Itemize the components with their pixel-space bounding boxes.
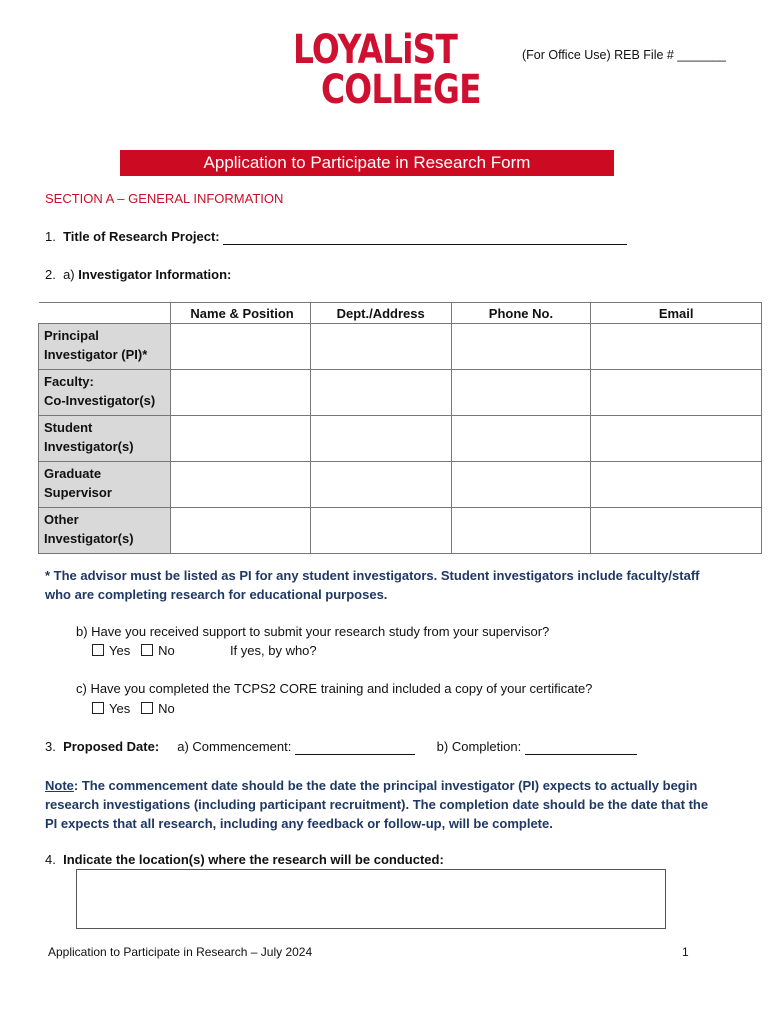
- location-input-box[interactable]: [76, 869, 666, 929]
- table-row: [39, 508, 762, 554]
- column-header: Dept./Address: [310, 303, 451, 324]
- table-cell[interactable]: [591, 370, 762, 416]
- question-number: 2.: [45, 267, 56, 282]
- table-row: [39, 324, 762, 370]
- section-a-heading: SECTION A – GENERAL INFORMATION: [45, 191, 284, 206]
- question-number: 4.: [45, 852, 56, 867]
- proposed-date-label: Proposed Date:: [63, 739, 160, 754]
- advisor-note: * The advisor must be listed as PI for any student investigators. Student investigators include faculty/staff who are completing research for educational purposes.: [45, 568, 700, 602]
- form-title: Application to Participate in Research Form: [120, 150, 614, 176]
- commencement-date-field[interactable]: [295, 739, 415, 755]
- table-cell[interactable]: [451, 508, 591, 554]
- row-label-student: Student Investigator(s): [39, 416, 171, 462]
- page-number: 1: [682, 945, 689, 959]
- if-yes-label: If yes, by who?: [229, 643, 317, 658]
- table-cell[interactable]: [591, 508, 762, 554]
- table-cell[interactable]: [451, 324, 591, 370]
- question-2a: [45, 267, 231, 282]
- table-row: [39, 370, 762, 416]
- question-3: [45, 739, 637, 755]
- logo-line-1: LOYALiST: [293, 27, 458, 73]
- footer-text: Application to Participate in Research – July 2024: [48, 945, 313, 959]
- table-cell[interactable]: [170, 416, 310, 462]
- table-cell[interactable]: [170, 370, 310, 416]
- question-4: [45, 852, 444, 867]
- question-number: 3.: [45, 739, 56, 754]
- commencement-label: a) Commencement:: [177, 739, 292, 754]
- table-cell[interactable]: [170, 324, 310, 370]
- office-use-reb-file: (For Office Use) REB File # _______: [521, 48, 726, 62]
- table-cell[interactable]: [310, 324, 451, 370]
- table-cell[interactable]: [170, 462, 310, 508]
- row-label-co-investigator: Faculty: Co-Investigator(s): [39, 370, 171, 416]
- question-prefix: a): [63, 267, 75, 282]
- investigator-info-label: Investigator Information:: [78, 267, 232, 282]
- question-number: 1.: [45, 229, 56, 244]
- row-label-supervisor: Graduate Supervisor: [39, 462, 171, 508]
- table-row: [39, 416, 762, 462]
- table-cell[interactable]: [310, 462, 451, 508]
- table-cell[interactable]: [170, 508, 310, 554]
- column-header: Name & Position: [170, 303, 310, 324]
- completion-label: b) Completion:: [436, 739, 522, 754]
- checkbox-no[interactable]: [141, 702, 153, 714]
- supervisor-support-options: [92, 643, 317, 658]
- option-yes-label: Yes: [109, 701, 131, 716]
- location-label: Indicate the location(s) where the research will be conducted:: [63, 852, 444, 867]
- tcps2-question: c) Have you completed the TCPS2 CORE training and included a copy of your certificate?: [76, 681, 593, 696]
- college-logo: [293, 27, 481, 113]
- option-yes-label: Yes: [109, 643, 131, 658]
- investigator-table: [38, 302, 762, 554]
- table-cell[interactable]: [591, 462, 762, 508]
- checkbox-yes[interactable]: [92, 644, 104, 656]
- date-note: Note: The commencement date should be the date the principal investigator (PI) expects to actually begin research investigations (including participant recruitment). The completion date should be the date that the PI expects that all research, including any feedback or follow-up, will be complete.: [45, 778, 709, 831]
- table-cell[interactable]: [591, 416, 762, 462]
- research-title-field[interactable]: [223, 229, 627, 245]
- table-row: [39, 462, 762, 508]
- checkbox-no[interactable]: [141, 644, 153, 656]
- supervisor-support-question: b) Have you received support to submit your research study from your supervisor?: [76, 624, 550, 639]
- column-header: Email: [591, 303, 762, 324]
- table-cell[interactable]: [591, 324, 762, 370]
- option-no-label: No: [158, 701, 175, 716]
- table-cell[interactable]: [451, 462, 591, 508]
- row-label-pi: Principal Investigator (PI)*: [39, 324, 171, 370]
- research-title-label: Title of Research Project:: [63, 229, 220, 244]
- table-cell[interactable]: [310, 416, 451, 462]
- logo-line-2: COLLEGE: [321, 67, 481, 113]
- tcps2-options: [92, 701, 175, 716]
- table-cell[interactable]: [451, 370, 591, 416]
- question-1: [45, 229, 627, 245]
- column-header: Phone No.: [451, 303, 591, 324]
- table-header-row: [39, 303, 762, 324]
- checkbox-yes[interactable]: [92, 702, 104, 714]
- table-cell[interactable]: [310, 370, 451, 416]
- table-corner-cell: [39, 303, 171, 324]
- completion-date-field[interactable]: [525, 739, 637, 755]
- table-cell[interactable]: [310, 508, 451, 554]
- table-cell[interactable]: [451, 416, 591, 462]
- row-label-other: Other Investigator(s): [39, 508, 171, 554]
- option-no-label: No: [158, 643, 175, 658]
